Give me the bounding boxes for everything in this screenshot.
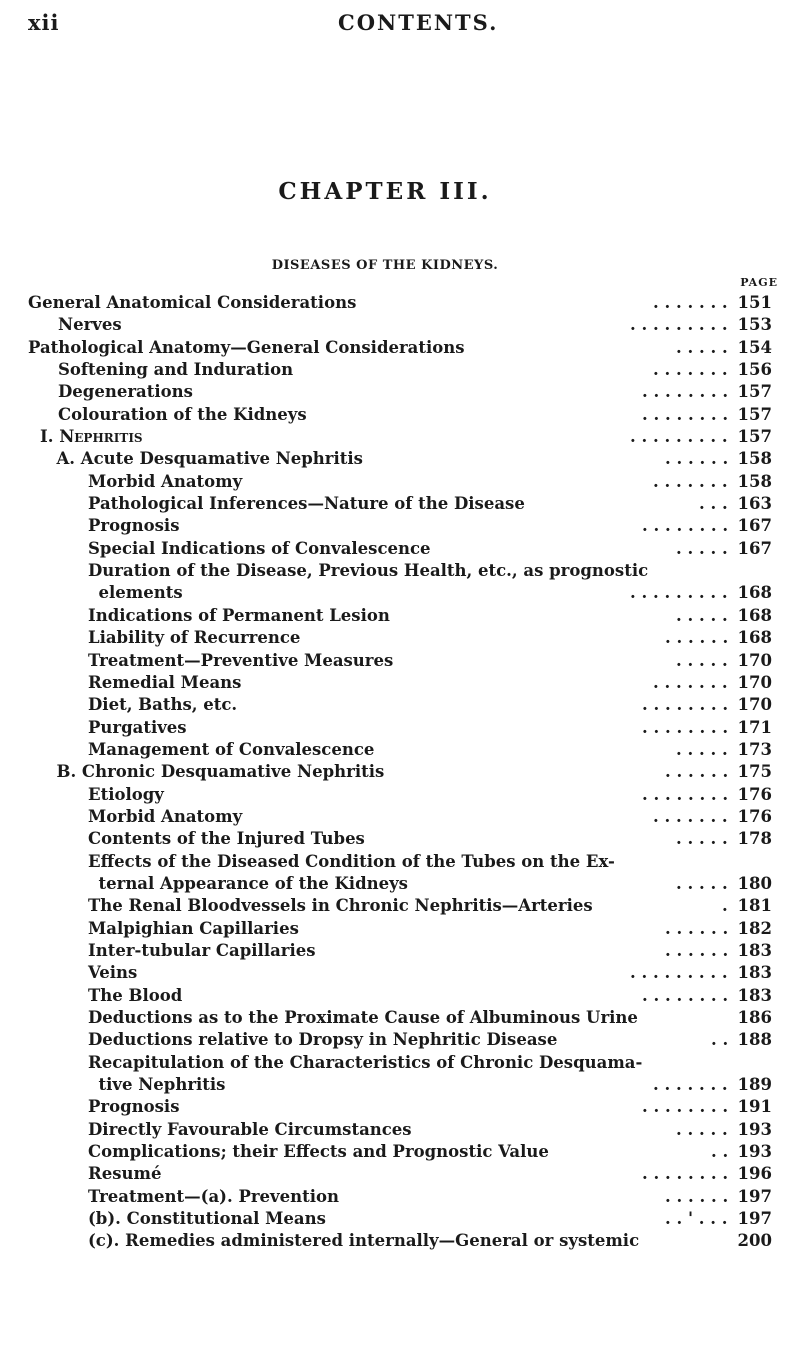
- toc-entry: [0, 1029, 800, 1051]
- toc-entry-title: Etiology: [88, 784, 164, 804]
- toc-entry: [0, 538, 800, 560]
- toc-entry-page: 168: [737, 583, 772, 603]
- toc-entry-title: The Blood: [88, 985, 183, 1005]
- toc-entry: [0, 1208, 800, 1230]
- toc-entry-title: Remedial Means: [88, 672, 242, 692]
- toc-entry-leader: . . . . .: [676, 337, 728, 357]
- toc-entry-leader: . . . . . .: [665, 1186, 729, 1206]
- toc-entry: [0, 717, 800, 739]
- toc-entry-page: 151: [737, 293, 772, 312]
- toc-entry: [0, 471, 800, 493]
- toc-entry: [0, 1096, 800, 1118]
- toc-entry: [0, 694, 800, 716]
- toc-entry: [0, 650, 800, 672]
- toc-entry-page: 188: [737, 1030, 772, 1050]
- running-title: CONTENTS.: [338, 10, 499, 35]
- toc-entry-title: B. Chronic Desquamative Nephritis: [56, 762, 385, 782]
- toc-entry-title: Indications of Permanent Lesion: [88, 605, 390, 625]
- toc-entry: [0, 1230, 800, 1252]
- toc-entry-title: Deductions as to the Proximate Cause of Albuminous Urine: [88, 1008, 638, 1027]
- toc-entry-page: 158: [737, 449, 772, 469]
- toc-entry: [0, 292, 800, 314]
- toc-entry-page: 180: [737, 873, 772, 893]
- toc-entry: [0, 314, 800, 336]
- toc-entry-leader: . . . . . . . .: [642, 382, 729, 402]
- toc-entry-page: 156: [737, 360, 772, 380]
- toc-entry: [0, 337, 800, 359]
- toc-entry-title: Colouration of the Kidneys: [58, 404, 307, 424]
- toc-entry-page: 157: [737, 427, 772, 447]
- toc-entry-page: 167: [737, 538, 772, 558]
- toc-entry: [0, 560, 800, 582]
- toc-entry: [0, 1052, 800, 1074]
- toc-entry-page: 167: [737, 516, 772, 536]
- toc-entry-page: 168: [737, 628, 772, 648]
- toc-entry-leader: . . .: [699, 494, 728, 514]
- toc-entry-page: 176: [737, 784, 772, 804]
- toc-entry-leader: . . . . . . .: [653, 1075, 728, 1095]
- toc-entry: [0, 806, 800, 828]
- toc-entry: [0, 1074, 800, 1096]
- toc-entry-page: 176: [737, 806, 772, 826]
- toc-entry-page: 191: [737, 1097, 772, 1117]
- toc-entry-title: Prognosis: [88, 516, 180, 536]
- toc-entry-leader: . . . . . . .: [653, 360, 728, 380]
- toc-entry-page: 173: [737, 739, 772, 759]
- toc-entry-page: 170: [737, 650, 772, 670]
- toc-entry-title: A. Acute Desquamative Nephritis: [56, 449, 363, 469]
- toc-entry-title: Veins: [88, 963, 138, 983]
- toc-entry-title: Recapitulation of the Characteristics of Chronic Desquama-: [88, 1052, 643, 1072]
- toc-entry-title: Contents of the Injured Tubes: [88, 829, 365, 849]
- toc-entry-page: 178: [737, 829, 772, 849]
- toc-entry: [0, 426, 800, 448]
- toc-entry: [0, 940, 800, 962]
- toc-entry-page: 157: [737, 404, 772, 424]
- toc-entry-title: Management of Convalescence: [88, 739, 375, 759]
- toc-entry-page: 181: [737, 896, 772, 916]
- toc-entry-page: 196: [737, 1164, 772, 1184]
- toc-entry: [0, 739, 800, 761]
- toc-entry-title: Treatment—Preventive Measures: [88, 650, 394, 670]
- toc-entry: [0, 404, 800, 426]
- toc-entry-title: Liability of Recurrence: [88, 628, 301, 648]
- toc-entry-title: Inter-tubular Capillaries: [88, 940, 316, 960]
- toc-entry-title: Malpighian Capillaries: [88, 918, 299, 938]
- toc-entry-leader: . . . . . .: [665, 449, 729, 469]
- toc-entry: [0, 493, 800, 515]
- toc-entry-leader: . . . . . . . .: [642, 695, 729, 715]
- toc-entry-leader: . . . . . . . .: [642, 516, 729, 536]
- toc-entry-page: 171: [737, 717, 772, 737]
- toc-entry-title: Special Indications of Convalescence: [88, 538, 431, 558]
- toc-entry-leader: . . ' . . .: [665, 1209, 728, 1229]
- toc-entry: [0, 985, 800, 1007]
- toc-entry-leader: . . . . . . .: [653, 293, 728, 312]
- toc-entry-leader: . . . . . . . .: [642, 404, 729, 424]
- toc-entry-leader: . . . . . . . . .: [630, 315, 728, 335]
- toc-entry-leader: . . . . . . . .: [642, 985, 729, 1005]
- toc-entry-page: 183: [737, 963, 772, 983]
- toc-entry-page: 168: [737, 605, 772, 625]
- toc-entry-title: Effects of the Diseased Condition of the Tubes on the Ex-: [88, 851, 615, 871]
- toc-entry-page: 170: [737, 672, 772, 692]
- toc-entry: [0, 627, 800, 649]
- toc-entry-leader: . .: [711, 1030, 729, 1050]
- page-number: xii: [28, 10, 60, 35]
- toc-entry: [0, 1119, 800, 1141]
- toc-entry-leader: . . . . .: [676, 873, 728, 893]
- toc-entry-title: The Renal Bloodvessels in Chronic Nephritis—Arteries: [88, 896, 593, 916]
- toc-entry-leader: . . . . . .: [665, 628, 729, 648]
- toc-entry: [0, 851, 800, 873]
- toc-entry-title: Complications; their Effects and Prognostic Value: [88, 1142, 549, 1162]
- toc-entry: [0, 1186, 800, 1208]
- toc-entry-leader: . . . . . . . . .: [630, 583, 728, 603]
- section-title: DISEASES OF THE KIDNEYS.: [271, 258, 499, 273]
- toc-entry-title: Directly Favourable Circumstances: [88, 1119, 412, 1139]
- toc-entry: [0, 784, 800, 806]
- running-header: [0, 10, 800, 44]
- toc-entry-leader: . . . . . . .: [653, 471, 728, 491]
- toc-entry: [0, 582, 800, 604]
- toc-entry: [0, 448, 800, 470]
- toc-entry: [0, 1141, 800, 1163]
- table-of-contents: [0, 292, 800, 1253]
- toc-entry-leader: . . . . .: [676, 739, 728, 759]
- toc-entry-page: 189: [737, 1075, 772, 1095]
- toc-entry-title: ternal Appearance of the Kidneys: [98, 873, 408, 893]
- toc-entry-leader: . . . . .: [676, 605, 728, 625]
- toc-entry-title: Nerves: [58, 315, 122, 335]
- toc-entry: [0, 1007, 800, 1029]
- toc-entry-title: Deductions relative to Dropsy in Nephritic Disease: [88, 1030, 558, 1050]
- toc-entry-leader: . . . . .: [676, 650, 728, 670]
- toc-entry-leader: . . . . . . . .: [642, 1164, 729, 1184]
- toc-entry-leader: . . . . . . . .: [642, 784, 729, 804]
- toc-entry-page: 158: [737, 471, 772, 491]
- toc-entry-title: Diet, Baths, etc.: [88, 695, 238, 715]
- toc-entry-page: 200: [737, 1231, 772, 1251]
- toc-entry-page: 157: [737, 382, 772, 402]
- chapter-title: CHAPTER III.: [278, 178, 492, 205]
- toc-entry-page: 175: [737, 762, 772, 782]
- toc-entry: [0, 1163, 800, 1185]
- toc-entry-title: General Anatomical Considerations: [28, 293, 357, 312]
- page-column-label: PAGE: [740, 276, 778, 289]
- toc-entry-title: (b). Constitutional Means: [88, 1209, 326, 1229]
- toc-entry-title: tive Nephritis: [98, 1075, 226, 1095]
- toc-entry-page: 153: [737, 315, 772, 335]
- toc-entry-title: Purgatives: [88, 717, 187, 737]
- toc-entry-title: Softening and Induration: [58, 360, 294, 380]
- toc-entry-page: 193: [737, 1119, 772, 1139]
- toc-entry-leader: . . . . . . . . .: [630, 963, 728, 983]
- toc-entry: [0, 918, 800, 940]
- toc-entry-page: 193: [737, 1142, 772, 1162]
- toc-entry-title: elements: [98, 583, 183, 603]
- toc-entry-page: 186: [737, 1008, 772, 1027]
- toc-entry: [0, 761, 800, 783]
- toc-entry-page: 183: [737, 985, 772, 1005]
- toc-entry-page: 163: [737, 494, 772, 514]
- toc-entry-page: 170: [737, 695, 772, 715]
- toc-entry-title: Degenerations: [58, 382, 193, 402]
- toc-entry-title: (c). Remedies administered internally—General or systemic: [88, 1231, 640, 1251]
- toc-entry-title: Pathological Inferences—Nature of the Disease: [88, 494, 525, 514]
- toc-entry-leader: . . . . . .: [665, 762, 729, 782]
- toc-entry-page: 197: [737, 1186, 772, 1206]
- toc-entry-leader: . . . . .: [676, 829, 728, 849]
- toc-entry-leader: . . . . .: [676, 538, 728, 558]
- toc-entry-title: Prognosis: [88, 1097, 180, 1117]
- toc-entry-leader: . .: [711, 1142, 729, 1162]
- toc-entry-title: Pathological Anatomy—General Considerations: [28, 337, 465, 357]
- toc-entry: [0, 962, 800, 984]
- toc-entry-leader: .: [722, 896, 728, 916]
- toc-entry-leader: . . . . . .: [665, 918, 729, 938]
- toc-entry-page: 154: [737, 337, 772, 357]
- toc-entry-leader: . . . . . . .: [653, 806, 728, 826]
- toc-entry-leader: . . . . . .: [665, 940, 729, 960]
- toc-entry-title: Treatment—(a). Prevention: [88, 1186, 340, 1206]
- toc-entry-title: Morbid Anatomy: [88, 806, 243, 826]
- toc-entry: [0, 828, 800, 850]
- toc-entry-leader: . . . . . . .: [653, 672, 728, 692]
- toc-entry-page: 197: [737, 1209, 772, 1229]
- toc-entry: [0, 672, 800, 694]
- toc-entry-title: I. Nephritis: [40, 427, 143, 447]
- toc-entry-title: Resumé: [88, 1164, 162, 1184]
- toc-entry-page: 182: [737, 918, 772, 938]
- toc-entry: [0, 515, 800, 537]
- toc-entry-title: Duration of the Disease, Previous Health, etc., as prognostic: [88, 561, 649, 581]
- toc-entry-leader: . . . . .: [676, 1119, 728, 1139]
- toc-entry: [0, 381, 800, 403]
- toc-entry-page: 183: [737, 940, 772, 960]
- toc-entry: [0, 605, 800, 627]
- toc-entry: [0, 359, 800, 381]
- toc-entry: [0, 895, 800, 917]
- toc-entry-title: Morbid Anatomy: [88, 471, 243, 491]
- toc-entry-leader: . . . . . . . . .: [630, 427, 728, 447]
- toc-entry-leader: . . . . . . . .: [642, 1097, 729, 1117]
- toc-entry-leader: . . . . . . . .: [642, 717, 729, 737]
- toc-entry: [0, 873, 800, 895]
